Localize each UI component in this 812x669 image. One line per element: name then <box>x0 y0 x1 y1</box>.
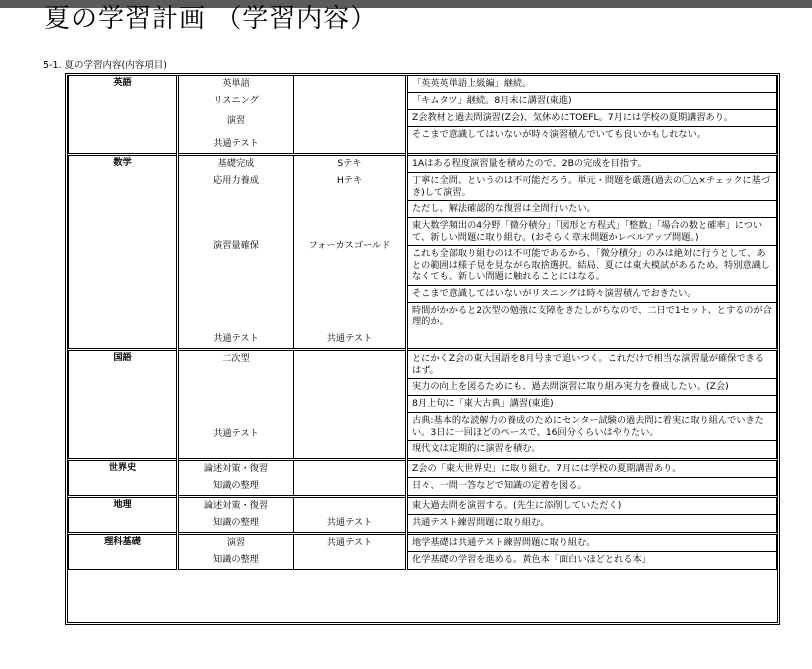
subject-row-math <box>69 155 777 350</box>
subject-row-english <box>69 76 777 155</box>
note: 丁寧に全問、というのは不可能だろう。単元・問題を厳選(過去の〇△×チェックに基づき)して演習。 <box>408 173 776 201</box>
material-label: Sテキ <box>337 158 362 169</box>
item-label: 演習 <box>226 537 246 548</box>
note: 「英英英単語上級編」継続。 <box>408 76 776 93</box>
item-label: 共通テスト <box>213 428 259 439</box>
note: 8月上旬に「東大古典」講習(東進) <box>408 396 776 413</box>
subject-name: 英語 <box>113 77 132 88</box>
item-label: 論述対策・復習 <box>203 500 269 511</box>
note: Z会の「東大世界史」に取り組む。7月には学校の夏期講習あり。 <box>408 461 776 478</box>
item-label: 知識の整理 <box>213 517 259 528</box>
note: これも全部取り組むのは不可能であるから、「微分積分」のみは絶対に行うとして、あとの範囲は様子見を見ながら取捨選択。結局、夏には東大模試があるため、特別意識しなくても、新しい問題に触れることにはなる。 <box>408 246 776 286</box>
note: そこまで意識してはいないが時々演習積んでいても良いかもしれない。 <box>412 129 706 140</box>
plan-table <box>65 73 780 625</box>
note: 1Aはある程度演習量を積めたので、2Bの完成を目指す。 <box>408 156 776 173</box>
subject-row-world-history <box>69 460 777 497</box>
note: 化学基礎の学習を進める。黄色本「面白いほどとれる本」 <box>412 554 651 565</box>
note: 「キムタツ」継続。8月末に講習(東進) <box>408 93 776 110</box>
subject-row-geography <box>69 497 777 534</box>
note: 実力の向上を図るためにも、過去問演習に取り組み実力を養成したい。(Z会) <box>408 379 776 396</box>
item-label: 演習 <box>226 115 246 126</box>
subject-name: 地理 <box>113 499 132 510</box>
item-label: 知識の整理 <box>213 480 259 491</box>
subject-name: 数学 <box>113 157 132 168</box>
material-label <box>294 498 405 515</box>
item-label: 論述対策・復習 <box>203 463 269 474</box>
note: そこまで意識してはいないがリスニングは時々演習積んでおきたい。 <box>408 286 776 303</box>
note: 時間がかかると2次型の勉強に支障をきたしがちなので、二日で1セット、とするのが合理的か。 <box>412 304 772 327</box>
subject-row-science-basics <box>69 534 777 570</box>
note: とにかくZ会の東大国語を8月号まで追いつく。これだけで相当な演習量が確保できるはず。 <box>408 351 776 379</box>
item-label: 二次型 <box>222 353 250 364</box>
note: 古典:基本的な読解力の養成のためにセンター試験の過去問に着実に取り組んでいきたい。3日に一回ほどのペースで、16回分くらいはやりたい。 <box>408 413 776 441</box>
item-label: リスニング <box>213 95 259 106</box>
item-label: 基礎完成 <box>217 158 255 169</box>
material-label <box>294 552 405 569</box>
material-label: 共通テスト <box>326 333 373 344</box>
subject-name: 国語 <box>113 352 132 363</box>
subject-row-japanese <box>69 350 777 460</box>
material-label: 共通テスト <box>326 517 373 528</box>
material-label: 共通テスト <box>326 537 373 548</box>
note: 日々、一問一答などで知識の定着を図る。 <box>412 480 587 491</box>
note: 東大過去問を演習する。(先生に添削していただく) <box>408 498 776 515</box>
item-label: 知識の整理 <box>213 554 259 565</box>
item-label: 演習量確保 <box>213 240 259 251</box>
note: ただし、解法確認的な復習は全問行いたい。 <box>408 201 776 218</box>
item-label: 英単語 <box>222 78 250 89</box>
material-label: Hテキ <box>336 175 363 186</box>
note: 地学基礎は共通テスト練習問題に取り組む。 <box>408 535 776 552</box>
note: 現代文は定期的に演習を積む。 <box>412 443 541 454</box>
note: 共通テスト練習問題に取り組む。 <box>412 517 550 528</box>
item-label: 共通テスト <box>213 333 259 344</box>
subject-name: 理科基礎 <box>104 536 141 547</box>
item-label: 応用力養成 <box>213 175 259 186</box>
note: Z会教材と過去問演習(Z会)、気休めにTOEFL。7月には学校の夏期講習あり。 <box>408 110 776 127</box>
subject-name: 世界史 <box>108 462 137 473</box>
page-title: 夏の学習計画 （学習内容） <box>44 4 378 34</box>
section-label: 5-1. 夏の学習内容(内容項目) <box>43 60 167 71</box>
note: 東大数学頻出の4分野「微分積分」「図形と方程式」「整数」「場合の数と確率」について、新しい問題に取り組む。(おそらく章末問題かレベルアップ問題。) <box>408 218 776 246</box>
item-label: 共通テスト <box>213 138 259 149</box>
material-label: フォーカスゴールド <box>308 240 391 251</box>
